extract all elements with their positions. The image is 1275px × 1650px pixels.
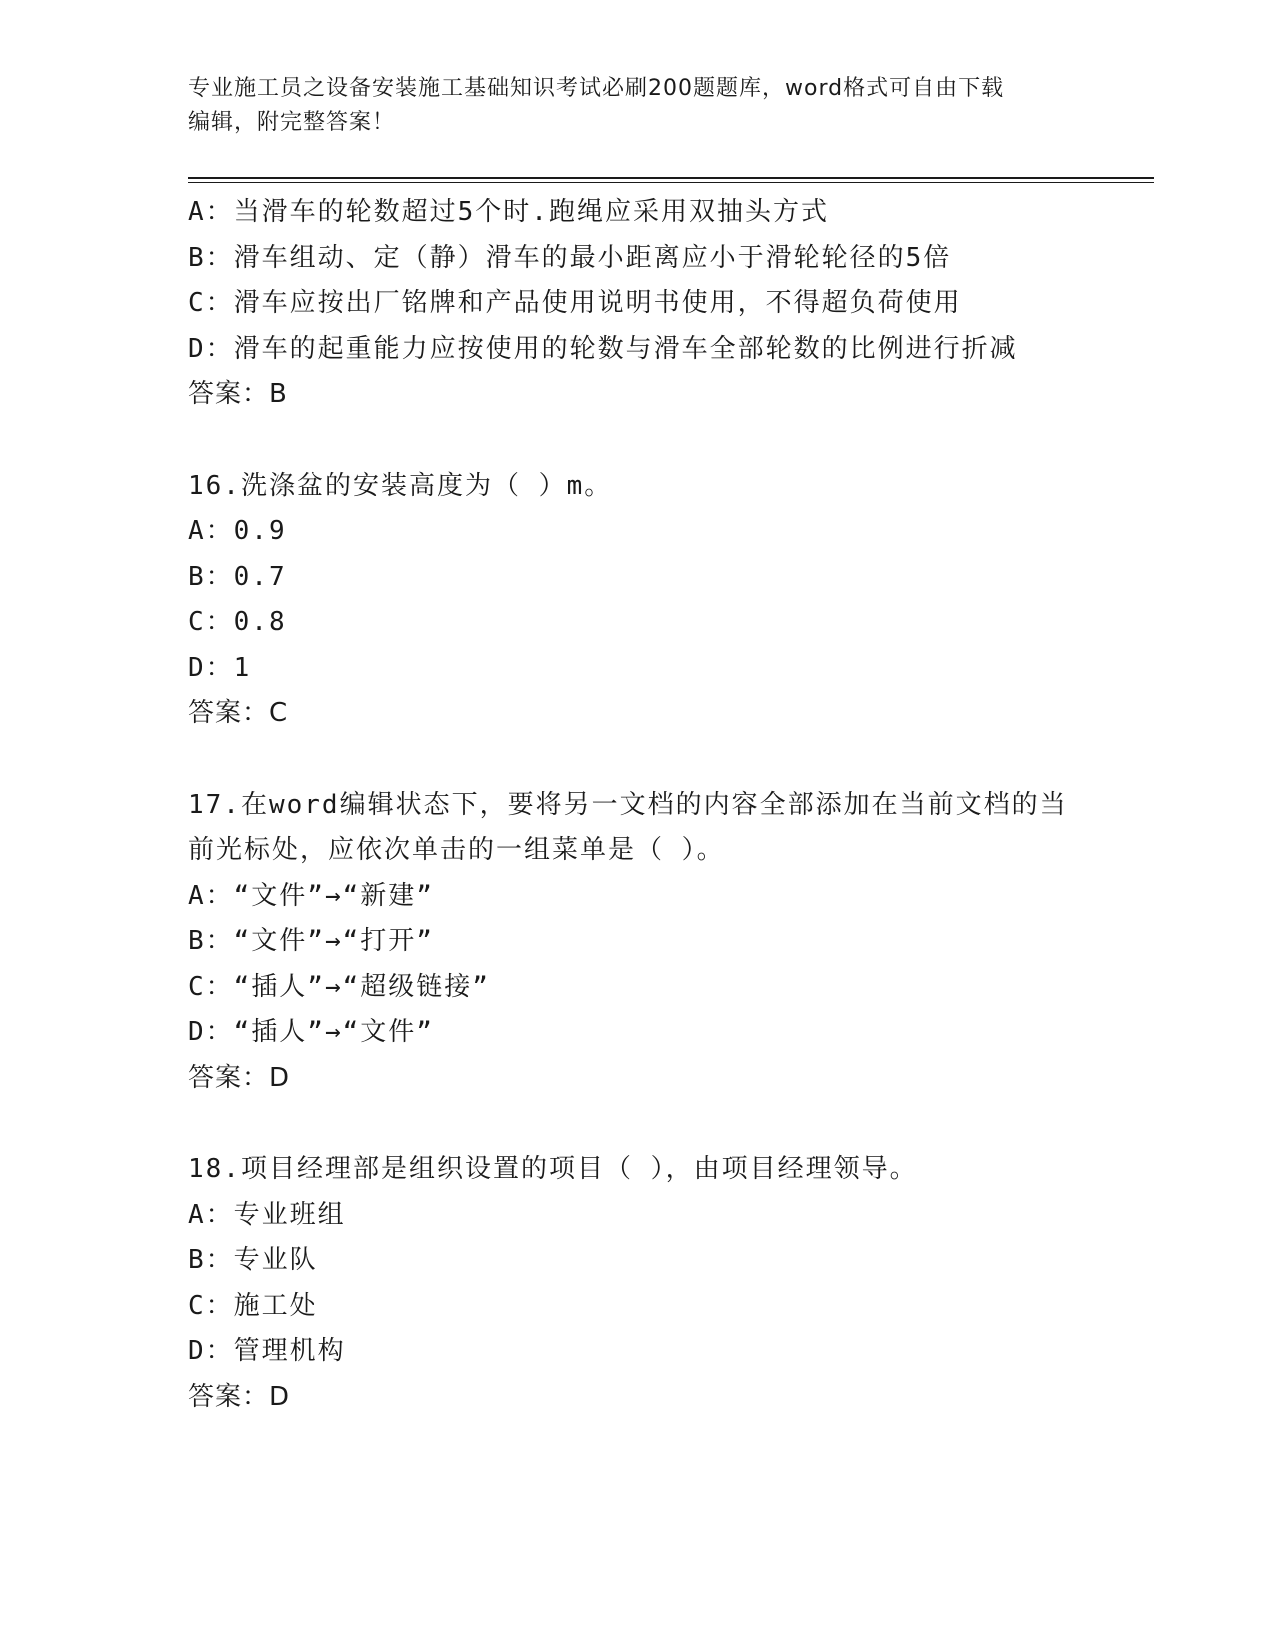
question-spacer (188, 737, 1148, 783)
answer-line: 答案：B (188, 379, 288, 409)
option-a: A：0.9 (188, 516, 287, 546)
option-d: D：1 (188, 652, 252, 683)
question-16 (188, 464, 1148, 737)
answer-line: 答案：D (188, 1381, 291, 1412)
option-a: A：“文件”→“新建” (188, 880, 434, 911)
question-spacer (188, 1101, 1148, 1147)
header-title-line-2: 编辑，附完整答案！ (188, 110, 396, 135)
header-title-line-1: 专业施工员之设备安装施工基础知识考试必刷200题题库，word格式可自由下载 (188, 76, 1005, 101)
question-stem: 18.项目经理部是组织设置的项目（ ），由项目经理领导。 (188, 1154, 918, 1184)
answer-line: 答案：D (188, 1062, 291, 1093)
option-b: B：0.7 (188, 561, 287, 592)
option-d: D：“插人”→“文件” (188, 1017, 434, 1047)
question-17 (188, 783, 1148, 1102)
header-divider-thin (188, 182, 1154, 183)
option-b: B：滑车组动、定（静）滑车的最小距离应小于滑轮轮径的5倍 (188, 242, 952, 273)
question-stem: 16.洗涤盆的安装高度为（ ）m。 (188, 470, 613, 501)
option-b: B：专业队 (188, 1245, 318, 1275)
question-list (188, 190, 1148, 1420)
option-c: C：滑车应按出厂铭牌和产品使用说明书使用，不得超负荷使用 (188, 288, 962, 318)
answer-line: 答案：C (188, 698, 289, 728)
option-d: D：管理机构 (188, 1336, 346, 1366)
question-spacer (188, 418, 1148, 464)
option-c: C：“插人”→“超级链接” (188, 971, 490, 1002)
option-c: C：施工处 (188, 1290, 318, 1321)
question-18 (188, 1147, 1148, 1420)
option-c: C：0.8 (188, 607, 287, 637)
option-a: A：当滑车的轮数超过5个时.跑绳应采用双抽头方式 (188, 197, 829, 227)
document-header (188, 72, 1068, 140)
option-b: B：“文件”→“打开” (188, 926, 434, 956)
header-divider-thick (188, 177, 1154, 179)
question-15-partial (188, 190, 1148, 418)
option-d: D：滑车的起重能力应按使用的轮数与滑车全部轮数的比例进行折减 (188, 333, 1018, 364)
question-stem: 17.在word编辑状态下，要将另一文档的内容全部添加在当前文档的当前光标处，应依次单击的一组菜单是（ ）。 (188, 789, 1068, 865)
option-a: A：专业班组 (188, 1199, 346, 1230)
